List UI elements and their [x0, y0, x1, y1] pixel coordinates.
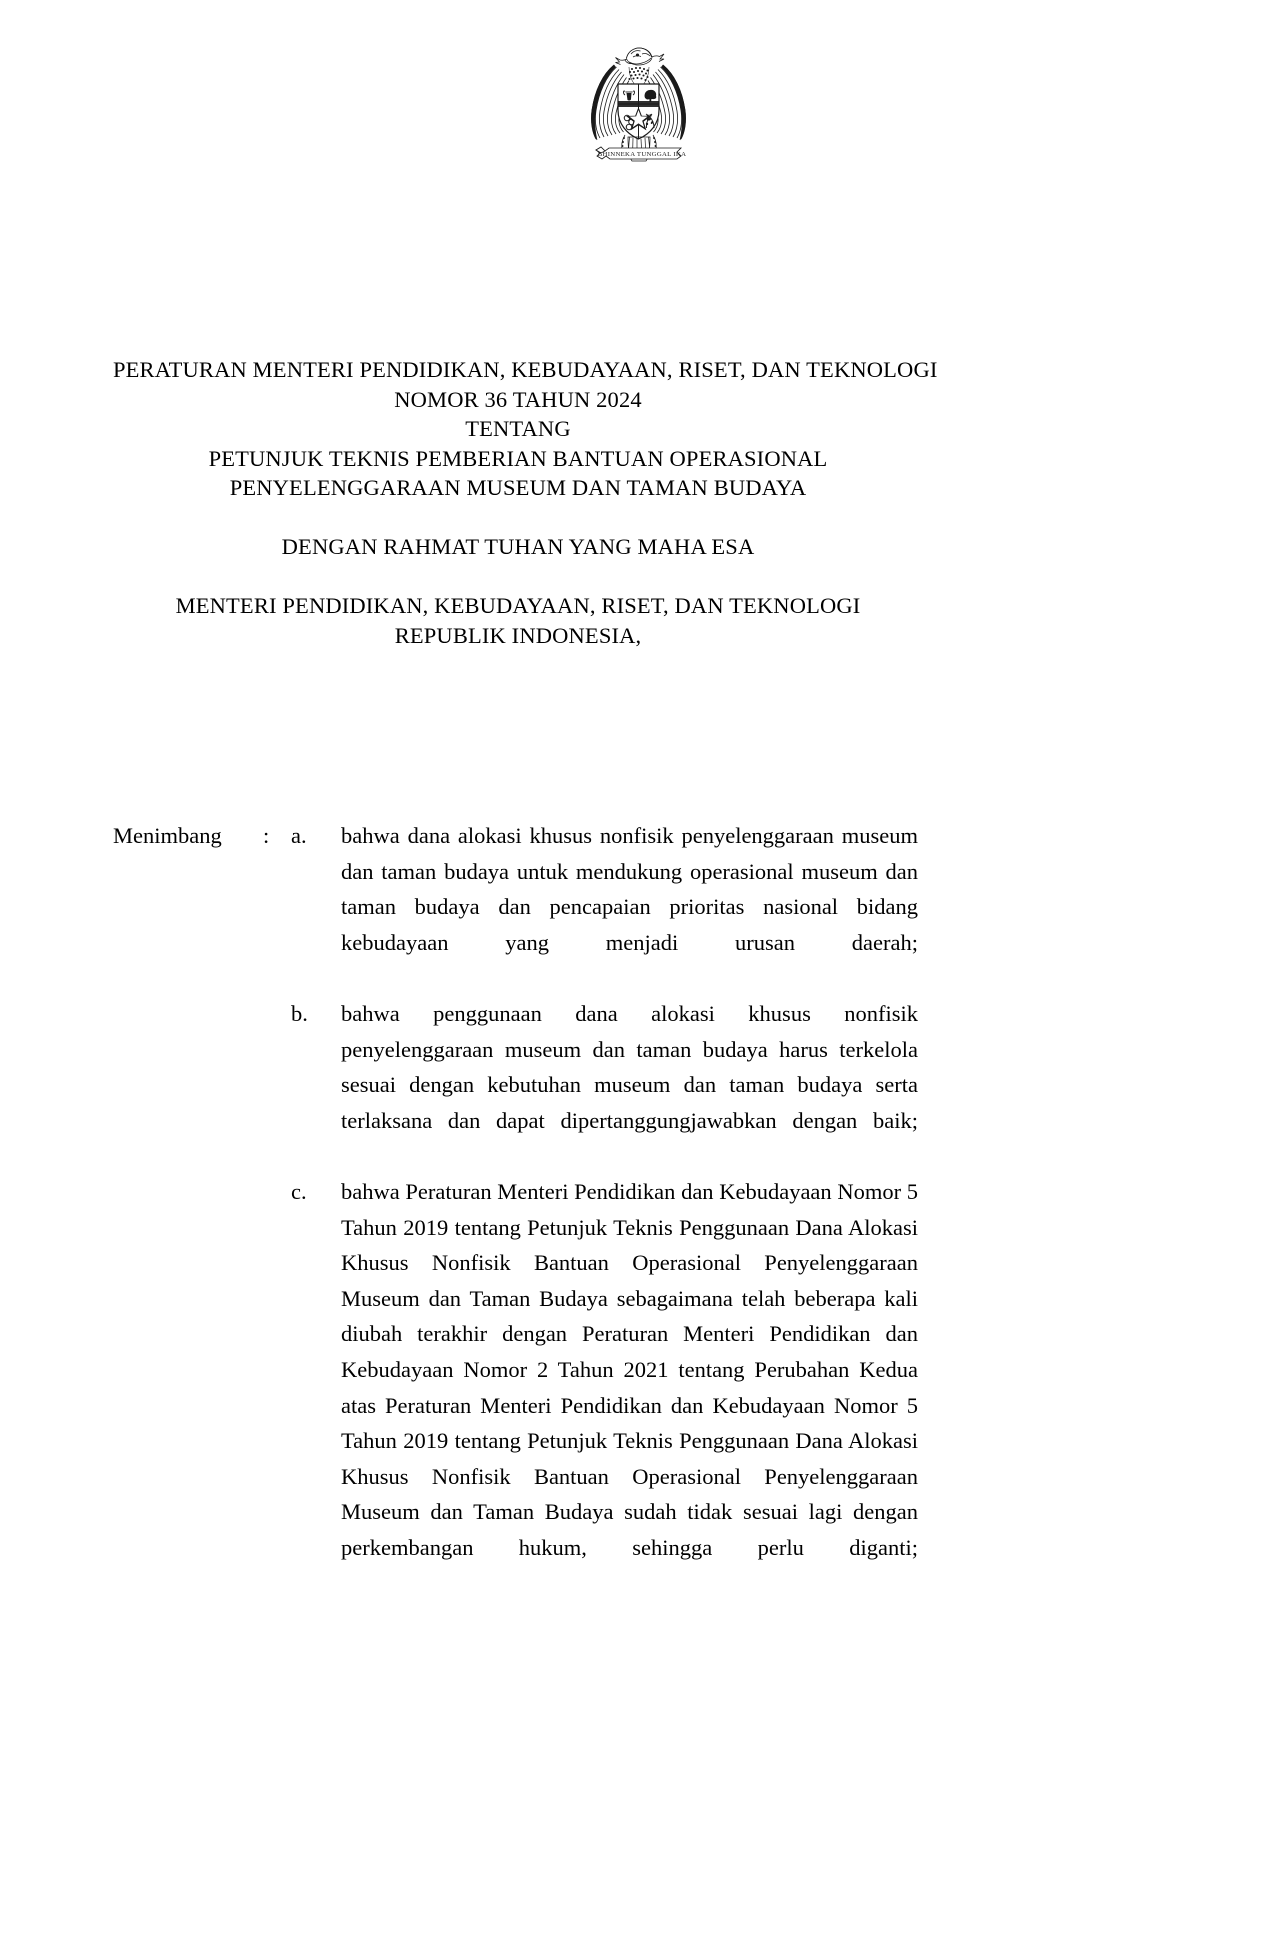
consideration-item-b: [113, 996, 918, 1174]
item-text-a: bahwa dana alokasi khusus nonfisik penyelenggaraan museum dan taman budaya untuk mendukung operasional museum dan taman budaya dan pencapaian prioritas nasional bidang kebudayaan yang menjadi urusan daerah;: [341, 823, 918, 955]
item-marker-c: c.: [291, 1178, 307, 1204]
title-spacer-2: [113, 562, 923, 592]
consideration-item-a: [113, 818, 918, 996]
considerations-label: Menimbang: [113, 823, 222, 848]
title-spacer-1: [113, 503, 923, 533]
item-marker-a: a.: [291, 823, 307, 848]
considerations-colon: :: [263, 823, 270, 848]
title-line-tentang: TENTANG: [465, 416, 571, 441]
document-title-block: [113, 355, 938, 650]
title-line-number: NOMOR 36 TAHUN 2024: [394, 386, 642, 412]
title-line-subject-1: PETUNJUK TEKNIS PEMBERIAN BANTUAN OPERASIONAL: [208, 445, 828, 471]
item-marker-b: b.: [291, 1000, 308, 1026]
considerations-section: [113, 818, 918, 1601]
title-line-regulation: PERATURAN MENTERI PENDIDIKAN, KEBUDAYAAN, RISET, DAN TEKNOLOGI: [113, 357, 938, 382]
title-line-subject-2: PENYELENGGARAAN MUSEUM DAN TAMAN BUDAYA: [229, 475, 807, 500]
item-text-b: bahwa penggunaan dana alokasi khusus nonfisik penyelenggaraan museum dan taman budaya harus terkelola sesuai dengan kebutuhan museum dan taman budaya serta terlaksana dan dapat dipertanggungjawabkan dengan baik;: [341, 1000, 918, 1133]
title-line-authority-2: REPUBLIK INDONESIA,: [394, 622, 642, 648]
garuda-pancasila-emblem: [566, 34, 711, 166]
emblem-motto-text: BHINNEKA TUNGGAL IKA: [597, 151, 686, 158]
consideration-item-c: [113, 1174, 918, 1601]
item-text-c: bahwa Peraturan Menteri Pendidikan dan Kebudayaan Nomor 5 Tahun 2019 tentang Petunjuk Teknis Penggunaan Dana Alokasi Khusus Nonfisik Bantuan Operasional Penyelenggaraan Museum dan Taman Budaya sebagaimana telah beberapa kali diubah terakhir dengan Peraturan Menteri Pendidikan dan Kebudayaan Nomor 2 Tahun 2021 tentang Perubahan Kedua atas Peraturan Menteri Pendidikan dan Kebudayaan Nomor 5 Tahun 2019 tentang Petunjuk Teknis Penggunaan Dana Alokasi Khusus Nonfisik Bantuan Operasional Penyelenggaraan Museum dan Taman Budaya sudah tidak sesuai lagi dengan perkembangan hukum, sehingga perlu diganti;: [341, 1178, 918, 1560]
emblem-container: [0, 34, 1276, 166]
title-line-blessing: DENGAN RAHMAT TUHAN YANG MAHA ESA: [281, 534, 755, 559]
title-line-authority-1: MENTERI PENDIDIKAN, KEBUDAYAAN, RISET, DAN TEKNOLOGI: [175, 593, 861, 618]
